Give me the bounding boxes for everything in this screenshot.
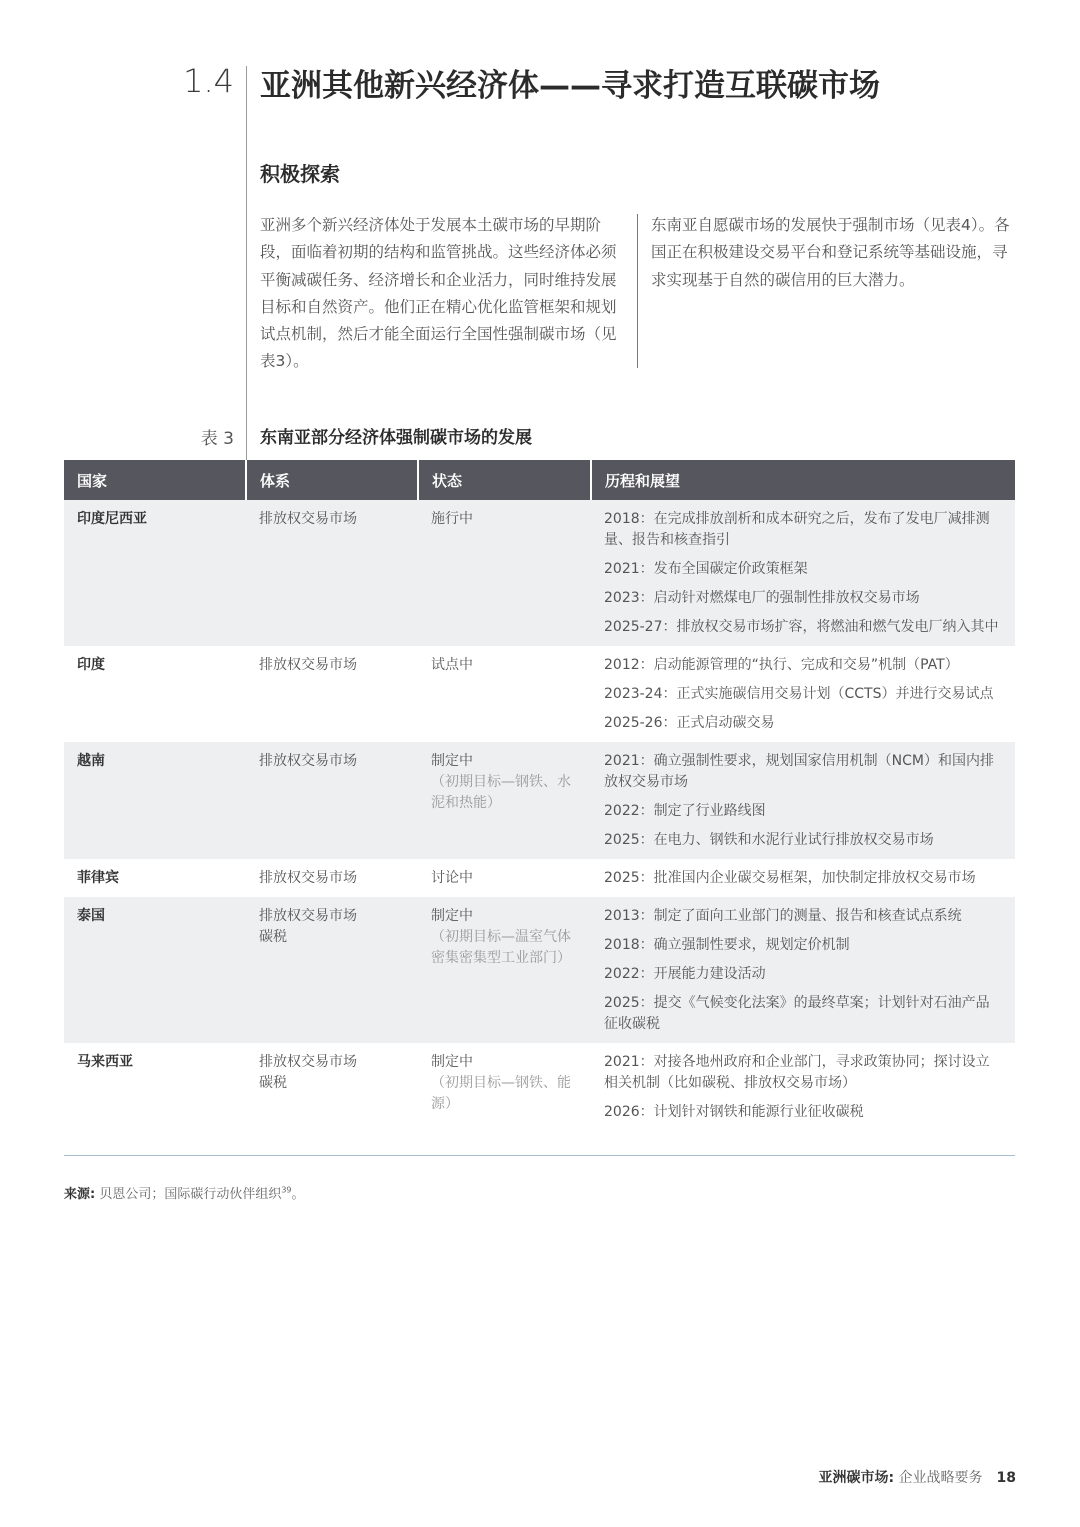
carbon-market-table [64,460,1015,1131]
country-cell: 菲律宾 [77,870,119,886]
table-row [64,742,1015,859]
table-label: 表 3 [200,429,234,449]
header-status: 状态 [418,460,591,500]
paragraph-left: 亚洲多个新兴经济体处于发展本土碳市场的早期阶段，面临着初期的结构和监管挑战。这些经济体必须平衡减碳任务、经济增长和企业活力，同时维持发展目标和自然资产。他们正在精心优化监管框架和规划试点机制，然后才能全面运行全国性强制碳市场（见表3）。 [260,216,617,371]
footer-title: 亚洲碳市场: [818,1470,895,1486]
source-label: 来源: [64,1187,96,1202]
page-number: 18 [996,1470,1016,1486]
history-event: 2023：启动针对燃煤电厂的强制性排放权交易市场 [604,590,920,606]
history-event: 2021：确立强制性要求，规划国家信用机制（NCM）和国内排放权交易市场 [604,753,994,790]
status-note: （初期目标—温室气体密集密集型工业部门） [431,929,571,966]
system-cell [246,1043,418,1131]
header-system: 体系 [246,460,418,500]
history-event: 2025-26：正式启动碳交易 [604,715,775,731]
status-note: （初期目标—钢铁、能源） [431,1075,571,1112]
source-footnote-ref: 39 [281,1185,292,1195]
history-event: 2022：开展能力建设活动 [604,966,766,982]
status-text: 制定中 [431,753,473,769]
history-event: 2022：制定了行业路线图 [604,803,766,819]
history-event: 2025-27：排放权交易市场扩容，将燃油和燃气发电厂纳入其中 [604,619,999,635]
system-cell [246,646,418,742]
table-row [64,859,1015,897]
system-cell [246,897,418,1043]
history-event: 2012：启动能源管理的“执行、完成和交易”机制（PAT） [604,657,959,673]
system-cell [246,500,418,646]
paragraph-right: 东南亚自愿碳市场的发展快于强制市场（见表4）。各国正在积极建设交易平台和登记系统等基础设施，寻求实现基于自然的碳信用的巨大潜力。 [651,216,1010,289]
status-cell [418,859,591,897]
status-cell [418,500,591,646]
history-event: 2025：提交《气候变化法案》的最终草案；计划针对石油产品征收碳税 [604,995,990,1032]
history-cell [591,500,1015,646]
history-event: 2021：对接各地州政府和企业部门，寻求政策协同；探讨设立相关机制（比如碳税、排放权交易市场） [604,1054,990,1091]
system-item: 排放权交易市场 [259,908,357,924]
section-divider-line [246,66,247,460]
header-history: 历程和展望 [591,460,1015,500]
source-end: 。 [291,1187,305,1202]
system-item: 排放权交易市场 [259,870,357,886]
system-cell [246,742,418,859]
subheading: 积极探索 [260,162,340,186]
section-number: 1.4 [183,62,234,100]
country-cell: 印度 [77,657,105,673]
status-cell [418,742,591,859]
table-header-row [64,460,1015,500]
system-item: 碳税 [259,1075,287,1091]
status-text: 制定中 [431,908,473,924]
history-event: 2026：计划针对钢铁和能源行业征收碳税 [604,1104,864,1120]
history-cell [591,742,1015,859]
country-cell: 印度尼西亚 [64,500,246,646]
country-cell: 泰国 [64,897,246,1043]
history-cell [591,1043,1015,1131]
history-event: 2025：批准国内企业碳交易框架，加快制定排放权交易市场 [604,870,976,886]
system-item: 排放权交易市场 [259,753,357,769]
table-bottom-rule [64,1155,1015,1156]
page-footer [818,1467,1016,1487]
system-item: 排放权交易市场 [259,1054,357,1070]
system-item: 排放权交易市场 [259,511,357,527]
source-note [64,1183,305,1202]
history-cell [591,859,1015,897]
status-note: （初期目标—钢铁、水泥和热能） [431,774,571,811]
status-text: 施行中 [431,511,473,527]
country-cell: 马来西亚 [77,1054,133,1070]
table-row [64,646,1015,742]
header-country: 国家 [64,460,246,500]
table-row [64,500,1015,646]
status-text: 试点中 [431,657,473,673]
country-cell: 越南 [64,742,246,859]
table-title: 东南亚部分经济体强制碳市场的发展 [260,428,532,448]
status-text: 讨论中 [431,870,473,886]
source-text: 贝恩公司；国际碳行动伙伴组织 [95,1187,282,1202]
status-cell [418,1043,591,1131]
history-event: 2018：在完成排放剖析和成本研究之后，发布了发电厂减排测量、报告和核查指引 [604,511,990,548]
history-cell [591,646,1015,742]
history-event: 2013：制定了面向工业部门的测量、报告和核查试点系统 [604,908,962,924]
history-event: 2025：在电力、钢铁和水泥行业试行排放权交易市场 [604,832,934,848]
history-cell [591,897,1015,1043]
history-event: 2018：确立强制性要求，规划定价机制 [604,937,850,953]
status-text: 制定中 [431,1054,473,1070]
table-row [64,1043,1015,1131]
history-event: 2021：发布全国碳定价政策框架 [604,561,808,577]
column-divider [637,214,638,368]
footer-subtitle: 企业战略要务 [894,1470,983,1486]
table-row [64,897,1015,1043]
status-cell [418,897,591,1043]
system-item: 碳税 [259,929,287,945]
system-cell [246,859,418,897]
history-event: 2023-24：正式实施碳信用交易计划（CCTS）并进行交易试点 [604,686,994,702]
system-item: 排放权交易市场 [259,657,357,673]
status-cell [418,646,591,742]
section-title: 亚洲其他新兴经济体——寻求打造互联碳市场 [260,68,880,104]
